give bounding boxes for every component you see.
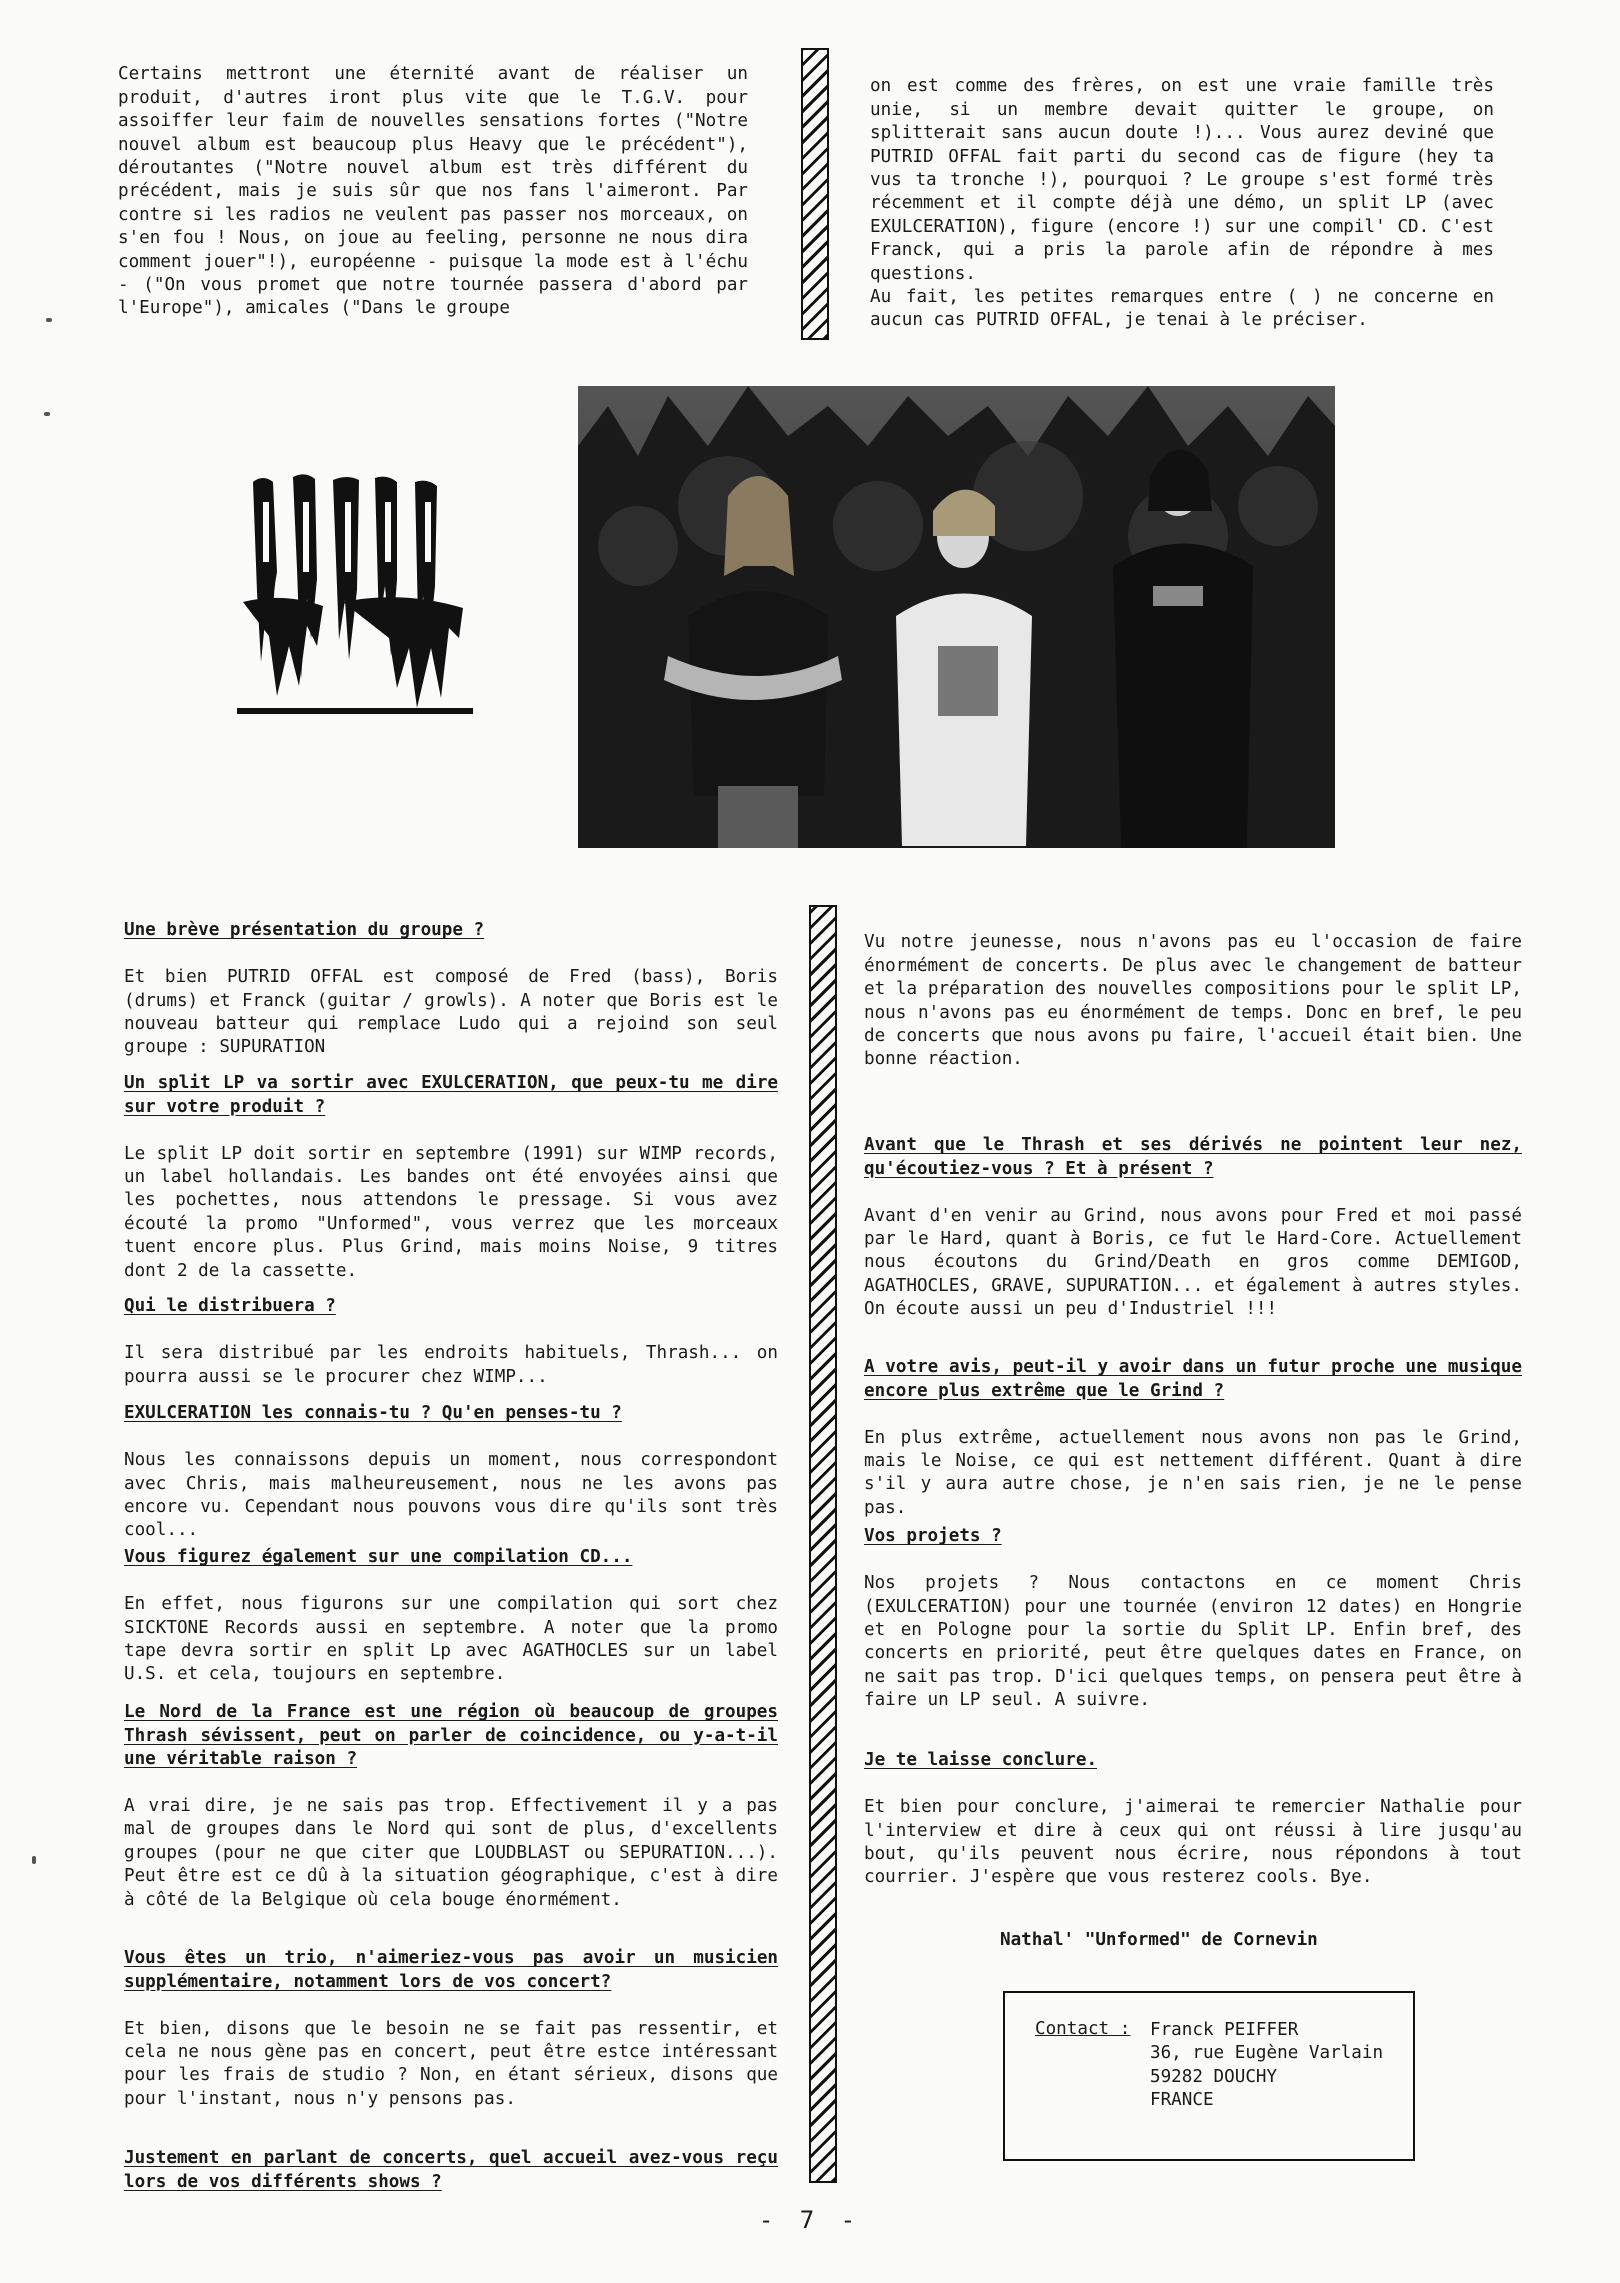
intro-right-column	[870, 52, 1494, 331]
scan-speck	[46, 318, 52, 322]
intro-left-text: Certains mettront une éternité avant de réaliser un produit, d'autres iront plus vite que le T.G.V. pour assoiffer leur faim de nouvelles sensations fortes ("Notre nouvel album est beaucoup plus Heavy que le précédent"), déroutantes ("Notre nouvel album est très différent du précédent, mais je suis sûr que nos fans l'aimeront. Par contre si les radios ne veulent pas passer nos morceaux, on s'en fou ! Nous, on joue au feeling, personne ne nous dira comment jouer"!), européenne - puisque la mode est à l'échu - ("On vous promet que notre tournée passera d'abord par l'Europe"), amicales ("Dans le groupe	[118, 64, 748, 319]
answer: Et bien pour conclure, j'aimerai te remercier Nathalie pour l'interview et dire à ceux qui ont réussi à lire jusqu'au bout, qu'ils peuvent nous écrire, nous répondons à tout courrier. J'espère que vous resterez cools. Bye.	[864, 1797, 1522, 1888]
band-logo	[233, 462, 476, 726]
question: Vous êtes un trio, n'aimeriez-vous pas avoir un musicien supplémentaire, notamment lors de vos concert?	[124, 1948, 778, 1992]
intro-divider	[801, 48, 829, 340]
intro-right-text: on est comme des frères, on est une vraie famille très unie, si un membre devait quitter le groupe, on splitterait sans aucun doute !)... Vous aurez deviné que PUTRID OFFAL fait parti du second cas de figure (hey ta vus ta tronche !), pourquoi ? Le groupe s'est formé très récemment et il compte déjà une démo, un split LP (avec EXULCERATION), figure (encore !) sur une compil' CD. C'est Franck, qui a pris la parole afin de répondre à mes questions. Au fait, les petites remarques entre ( ) ne concerne en aucun cas PUTRID OFFAL, je tenai à le préciser.	[870, 76, 1494, 331]
question: Vos projets ?	[864, 1526, 1002, 1547]
contact-city: 59282 DOUCHY	[1150, 2066, 1278, 2087]
qa-item	[124, 1678, 778, 1935]
scan-speck	[32, 1856, 36, 1864]
question: Qui le distribuera ?	[124, 1296, 336, 1317]
question: EXULCERATION les connais-tu ? Qu'en penses-tu ?	[124, 1403, 622, 1424]
question: Vous figurez également sur une compilation CD...	[124, 1547, 633, 1568]
scan-speck	[44, 412, 50, 416]
qa-divider	[809, 905, 837, 2183]
answer: Avant d'en venir au Grind, nous avons pour Fred et moi passé par le Hard, quant à Boris, ce fut le Hard-Core. Actuellement nous écoutons du Grind/Death en gros comme DEMIGOD, AGATHOCLES, GRAVE, SUPURATION... et également à autres styles. On écoute aussi un peu d'Industriel !!!	[864, 1205, 1522, 1320]
answer: Le split LP doit sortir en septembre (1991) sur WIMP records, un label hollandais. Les bandes ont été envoyées ainsi que les pochettes, nous attendons le pressage. Si vous avez écouté la promo "Unformed", vous verrez que les morceaux tuent encore plus. Plus Grind, mais moins Noise, 9 titres dont 2 de la cassette.	[124, 1143, 778, 1281]
answer: Vu notre jeunesse, nous n'avons pas eu l'occasion de faire énormément de concerts. De plus avec le changement de batteur et la préparation des nouvelles compositions pour le split LP, nous n'avons pas eu énormément de temps. Donc en bref, le peu de concerts que nous avons pu faire, l'accueil était bien. Une bonne réaction.	[864, 932, 1522, 1070]
question: Un split LP va sortir avec EXULCERATION, que peux-tu me dire sur votre produit ?	[124, 1073, 778, 1117]
qa-item	[864, 1502, 1522, 1736]
question: Je te laisse conclure.	[864, 1750, 1098, 1771]
answer: Nous les connaissons depuis un moment, nous correspondont avec Chris, mais malheureusement, nous ne les avons pas encore vu. Cependant nous pouvons vous dire qu'ils sont très cool...	[124, 1450, 778, 1541]
answer: Il sera distribué par les endroits habituels, Thrash... on pourra aussi se le procurer chez WIMP...	[124, 1343, 778, 1387]
qa-item	[864, 1726, 1522, 1913]
contact-country: FRANCE	[1150, 2090, 1214, 2111]
contact-box	[1003, 1991, 1415, 2161]
answer: En plus extrême, actuellement nous avons non pas le Grind, mais le Noise, ce qui est nettement différent. Quant à dire s'il y aura autre chose, je n'en sais rien, je ne le pense pas.	[864, 1427, 1522, 1518]
left-qa-column	[124, 896, 778, 2192]
answer: A vrai dire, je ne sais pas trop. Effectivement il y a pas mal de groupes dans le Nord qui sont de plus, d'excellents groupes (pour ne que citer que LOUDBLAST ou SEPURATION...). Peut être est ce dû à la situation géographique, c'est à dire à côté de la Belgique où cela bouge énormément.	[124, 1796, 778, 1910]
page-number: - 7 -	[758, 2206, 862, 2234]
signature: Nathal' "Unformed" de Cornevin	[1000, 1930, 1318, 1950]
intro-left-column	[118, 40, 748, 330]
contact-address	[1150, 2019, 1383, 2113]
question: Avant que le Thrash et ses dérivés ne pointent leur nez, qu'écoutiez-vous ? Et à présent ?	[864, 1135, 1522, 1179]
question: Justement en parlant de concerts, quel accueil avez-vous reçu lors de vos différents shows ?	[124, 2148, 778, 2192]
answer: Et bien, disons que le besoin ne se fait pas ressentir, et cela ne nous gène pas en concert, peut être estce intéressant pour les frais de studio ? Non, en étant sérieux, disons que pour l'instant, nous n'y pensons pas.	[124, 2018, 778, 2109]
qa-item	[864, 908, 1522, 1095]
band-photo	[578, 386, 1335, 848]
answer: En effet, nous figurons sur une compilation qui sort chez SICKTONE Records aussi en septembre. A noter que la promo tape devra sortir en split Lp avec AGATHOCLES sur un label U.S. et cela, toujours en septembre.	[124, 1594, 778, 1685]
qa-item	[864, 1111, 1522, 1345]
contact-name: Franck PEIFFER	[1150, 2020, 1299, 2040]
qa-item	[124, 1924, 778, 2135]
question: A votre avis, peut-il y avoir dans un futur proche une musique encore plus extrême que le Grind ?	[864, 1357, 1522, 1401]
contact-label: Contact :	[1035, 2019, 1131, 2039]
right-qa-column	[864, 908, 1522, 1918]
question: Le Nord de la France est une région où beaucoup de groupes Thrash sévissent, peut on parler de coincidence, ou y-a-t-il une véritable raison ?	[124, 1702, 778, 1770]
contact-street: 36, rue Eugène Varlain	[1150, 2043, 1384, 2064]
answer: Nos projets ? Nous contactons en ce moment Chris (EXULCERATION) pour une tournée (environ 12 dates) en Hongrie et en Pologne pour la sortie du Split LP. Enfin bref, des concerts en priorité, peut être quelques dates en France, on ne sait pas trop. D'ici quelques temps, on pensera peut être à faire un LP seul. A suivre.	[864, 1573, 1522, 1711]
qa-item	[124, 1049, 778, 1306]
answer: Et bien PUTRID OFFAL est composé de Fred (bass), Boris (drums) et Franck (guitar / growls). A noter que Boris est le nouveau batteur qui remplace Ludo qui a rejoind son seul groupe : SUPURATION	[124, 967, 778, 1058]
question: Une brève présentation du groupe ?	[124, 920, 485, 941]
photo-graphic	[578, 386, 1335, 848]
logo-drips-graphic	[233, 462, 476, 726]
